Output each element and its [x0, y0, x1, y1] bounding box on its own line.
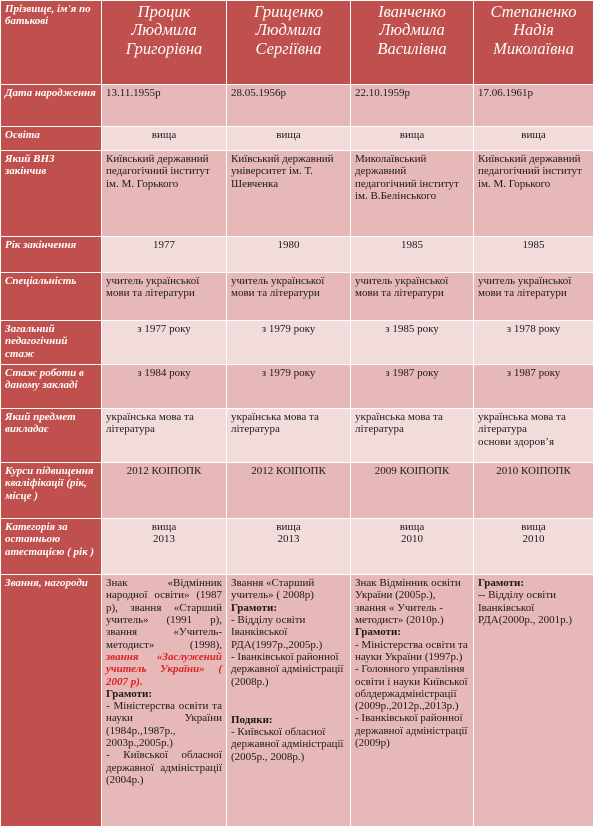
- label-birth: Дата народження: [1, 85, 102, 127]
- cell-local-exp: з 1987 року: [351, 365, 474, 409]
- row-category: [1, 519, 593, 575]
- cell-specialty: учитель української мови та літератури: [474, 273, 593, 321]
- cell-total-exp: з 1978 року: [474, 321, 593, 365]
- row-education: [1, 127, 593, 151]
- label-category: Категорія за останньою атестацією ( рік ): [1, 519, 102, 575]
- cell-local-exp: з 1984 року: [102, 365, 227, 409]
- cell-awards: Звання «Старший учитель» ( 2008р) Грамоти: - Відділу освіти Іванківської РДА(1997р.,2005р.) - Іванківської районної державної адміністрації (2008р.) Подяки: - Київської обласної державної адміністрації (2005р., 2008р.): [227, 575, 351, 827]
- cell-subject: українська мова та література: [227, 409, 351, 463]
- cell-awards: Знак Відмінник освіти України (2005р.), звання « Учитель - методист» (2010р.) Грамоти: - Міністерства освіти та науки України (1997р.) - Головного управління освіти і науки Київської облдержадміністрації (2009р.,2012р.,2013р.) - Іванківської районної державної адміністрації (2009р): [351, 575, 474, 827]
- cell-category: вища 2013: [227, 519, 351, 575]
- cell-courses: 2012 КОІПОПК: [227, 463, 351, 519]
- cell-category: вища 2013: [102, 519, 227, 575]
- cell-university: Київський державний університет ім. Т. Шевченка: [227, 151, 351, 237]
- header-row: [1, 1, 593, 85]
- row-grad-year: [1, 237, 593, 273]
- cell-grad-year: 1977: [102, 237, 227, 273]
- row-specialty: [1, 273, 593, 321]
- cell-total-exp: з 1985 року: [351, 321, 474, 365]
- cell-awards: Грамоти: -- Відділу освіти Іванківської РДА(2000р., 2001р.): [474, 575, 593, 827]
- cell-subject: українська мова та література: [351, 409, 474, 463]
- cell-birth: 13.11.1955р: [102, 85, 227, 127]
- teacher-name: Степаненко Надія Миколаївна: [474, 1, 593, 85]
- cell-specialty: учитель української мови та літератури: [351, 273, 474, 321]
- cell-category: вища 2010: [351, 519, 474, 575]
- cell-birth: 22.10.1959р: [351, 85, 474, 127]
- teacher-name: Процик Людмила Григорівна: [102, 1, 227, 85]
- cell-total-exp: з 1977 року: [102, 321, 227, 365]
- label-grad-year: Рік закінчення: [1, 237, 102, 273]
- cell-birth: 17.06.1961р: [474, 85, 593, 127]
- teacher-name: Грищенко Людмила Сергіївна: [227, 1, 351, 85]
- label-local-exp: Стаж роботи в даному закладі: [1, 365, 102, 409]
- label-university: Який ВНЗ закінчив: [1, 151, 102, 237]
- cell-grad-year: 1980: [227, 237, 351, 273]
- cell-birth: 28.05.1956р: [227, 85, 351, 127]
- row-local-exp: [1, 365, 593, 409]
- cell-education: вища: [351, 127, 474, 151]
- row-university: [1, 151, 593, 237]
- cell-university: Київський державний педагогічний інститут ім. М. Горького: [102, 151, 227, 237]
- label-awards: Звання, нагороди: [1, 575, 102, 827]
- cell-university: Київський державний педагогічний інститут ім. М. Горького: [474, 151, 593, 237]
- label-specialty: Спеціальність: [1, 273, 102, 321]
- label-total-exp: Загальний педагогічний стаж: [1, 321, 102, 365]
- row-subject: [1, 409, 593, 463]
- cell-local-exp: з 1987 року: [474, 365, 593, 409]
- label-name: Прізвище, ім'я по батькові: [1, 1, 102, 85]
- cell-grad-year: 1985: [474, 237, 593, 273]
- cell-subject: українська мова та література: [102, 409, 227, 463]
- cell-education: вища: [227, 127, 351, 151]
- cell-education: вища: [102, 127, 227, 151]
- cell-subject: українська мова та література основи здоров’я: [474, 409, 593, 463]
- row-birth: [1, 85, 593, 127]
- cell-specialty: учитель української мови та літератури: [102, 273, 227, 321]
- row-total-exp: [1, 321, 593, 365]
- cell-awards: Знак «Відмінник народної освіти» (1987 р), звання «Старший учитель» (1991 р), звання «Учитель-методист» (1998), звання «Заслужений учитель України» ( 2007 р). Грамоти: - Міністерства освіти та науки України (1984р.,1987р., 2003р.,2005р.) - Київської обласної державної адміністрації (2004р.): [102, 575, 227, 827]
- cell-category: вища 2010: [474, 519, 593, 575]
- cell-local-exp: з 1979 року: [227, 365, 351, 409]
- label-courses: Курси підвищення кваліфікації (рік, місце ): [1, 463, 102, 519]
- label-education: Освіта: [1, 127, 102, 151]
- cell-courses: 2009 КОІПОПК: [351, 463, 474, 519]
- cell-specialty: учитель української мови та літератури: [227, 273, 351, 321]
- cell-education: вища: [474, 127, 593, 151]
- cell-grad-year: 1985: [351, 237, 474, 273]
- teacher-name: Іванченко Людмила Василівна: [351, 1, 474, 85]
- row-courses: [1, 463, 593, 519]
- cell-total-exp: з 1979 року: [227, 321, 351, 365]
- cell-courses: 2010 КОІПОПК: [474, 463, 593, 519]
- label-subject: Який предмет викладає: [1, 409, 102, 463]
- row-awards: [1, 575, 593, 827]
- cell-university: Миколаївський державний педагогічний інститут ім. В.Белінського: [351, 151, 474, 237]
- cell-courses: 2012 КОІПОПК: [102, 463, 227, 519]
